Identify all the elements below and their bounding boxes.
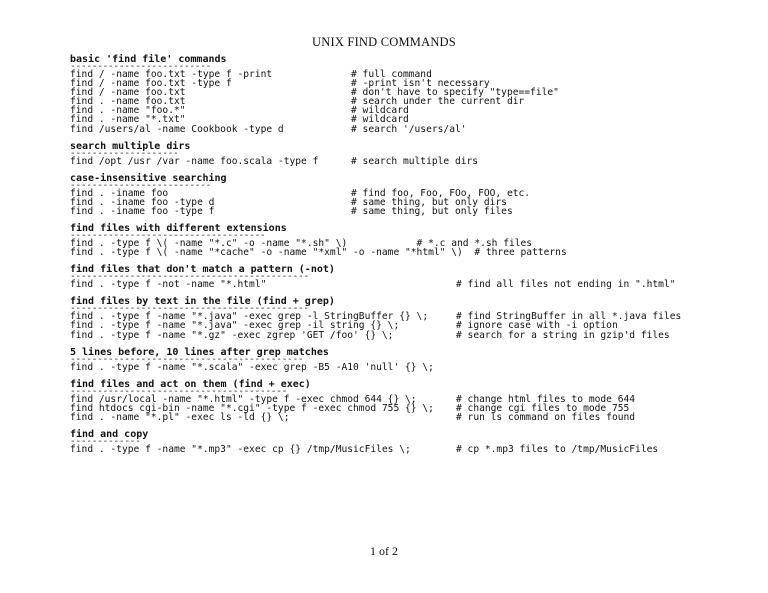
command-text: find . -type f -not -name "*.html" (70, 279, 267, 291)
section (70, 54, 750, 134)
section-heading: find files by text in the file (find + grep) (70, 296, 335, 308)
command-text: find . -type f -name "*.scala" -exec grep -B5 -A10 'null' {} \; (70, 361, 434, 373)
command-comment: # search multiple dirs (351, 155, 479, 167)
command-text: find / -name foo.txt (70, 87, 186, 99)
command-comment: # run ls command on files found (456, 411, 636, 423)
section-heading: find files and act on them (find + exec) (70, 378, 311, 390)
command-comment: # find foo, Foo, FOo, FOO, etc. (351, 187, 531, 199)
command-comment: # don't have to specify "type==file" (351, 87, 559, 99)
command-text: find . -name "foo.*" (70, 105, 186, 117)
command-line (70, 445, 750, 454)
command-text: find . -type f -name "*.java" -exec grep -il string {} \; (70, 320, 400, 332)
page-number: 1 of 2 (370, 544, 398, 558)
command-line (70, 248, 750, 257)
command-comment: # search under the current dir (351, 96, 525, 108)
command-text: find . -type f -name "*.java" -exec grep -l StringBuffer {} \; (70, 311, 429, 323)
command-comment: # cp *.mp3 files to /tmp/MusicFiles (456, 443, 659, 455)
command-text: find . -type f -name "*.gz" -exec zgrep 'GET /foo' {} \; (70, 329, 394, 341)
commands-body (70, 54, 750, 461)
command-line (70, 207, 750, 216)
section-heading: find files that don't match a pattern (-not) (70, 264, 335, 276)
command-line (70, 363, 750, 372)
command-comment: # search '/users/al' (351, 123, 467, 135)
command-text: find . -iname foo (70, 187, 169, 199)
command-line (70, 125, 750, 134)
section (70, 223, 750, 257)
section (70, 141, 750, 166)
command-comment: # same thing, but only dirs (351, 196, 507, 208)
section (70, 379, 750, 422)
command-comment: # -print isn't necessary (351, 78, 490, 90)
command-comment: # same thing, but only files (351, 205, 513, 217)
command-text: find htdocs cgi-bin -name "*.cgi" -type f -exec chmod 755 {} \; (70, 402, 434, 414)
command-text: find /usr/local -name "*.html" -type f -exec chmod 644 {} \; (70, 393, 417, 405)
command-comment: # ignore case with -i option (456, 320, 618, 332)
command-text: find . -iname foo -type f (70, 205, 215, 217)
command-comment: # find all files not ending in ".html" (456, 279, 676, 291)
command-text: find /opt /usr /var -name foo.scala -type f (70, 155, 319, 167)
command-text: find . -type f \( -name "*cache" -o -name "*xml" -o -name "*html" \) # three patterns (70, 247, 567, 259)
section-heading: find and copy (70, 428, 149, 440)
command-comment: # wildcard (351, 114, 409, 126)
section (70, 296, 750, 339)
section (70, 429, 750, 454)
section (70, 347, 750, 372)
command-line (70, 413, 750, 422)
section (70, 173, 750, 216)
section-heading: 5 lines before, 10 lines after grep matches (70, 346, 329, 358)
command-comment: # find StringBuffer in all *.java files (456, 311, 682, 323)
command-line (70, 331, 750, 340)
command-text: find /users/al -name Cookbook -type d (70, 123, 284, 135)
command-text: find / -name foo.txt -type f -print (70, 69, 273, 80)
command-text: find . -iname foo -type d (70, 196, 215, 208)
command-comment: # wildcard (351, 105, 409, 117)
section-heading: search multiple dirs (70, 140, 191, 152)
command-text: find / -name foo.txt -type f (70, 78, 232, 90)
section (70, 264, 750, 289)
command-text: find . -name "*.txt" (70, 114, 186, 126)
page-title: UNIX FIND COMMANDS (312, 35, 456, 49)
command-text: find . -type f \( -name "*.c" -o -name "*.sh" \) # *.c and *.sh files (70, 238, 533, 250)
command-comment: # search for a string in gzip'd files (456, 329, 670, 341)
command-line (70, 280, 750, 289)
command-text: find . -name "*.pl" -exec ls -ld {} \; (70, 411, 290, 423)
section-heading: find files with different extensions (70, 223, 287, 235)
section-heading: basic 'find file' commands (70, 54, 227, 65)
command-text: find . -type f -name "*.mp3" -exec cp {} /tmp/MusicFiles \; (70, 443, 411, 455)
command-line (70, 157, 750, 166)
command-comment: # full command (351, 69, 432, 80)
command-comment: # change cgi files to mode 755 (456, 402, 630, 414)
command-text: find . -name foo.txt (70, 96, 186, 108)
section-heading: case-insensitive searching (70, 172, 227, 184)
command-comment: # change html files to mode 644 (456, 393, 636, 405)
